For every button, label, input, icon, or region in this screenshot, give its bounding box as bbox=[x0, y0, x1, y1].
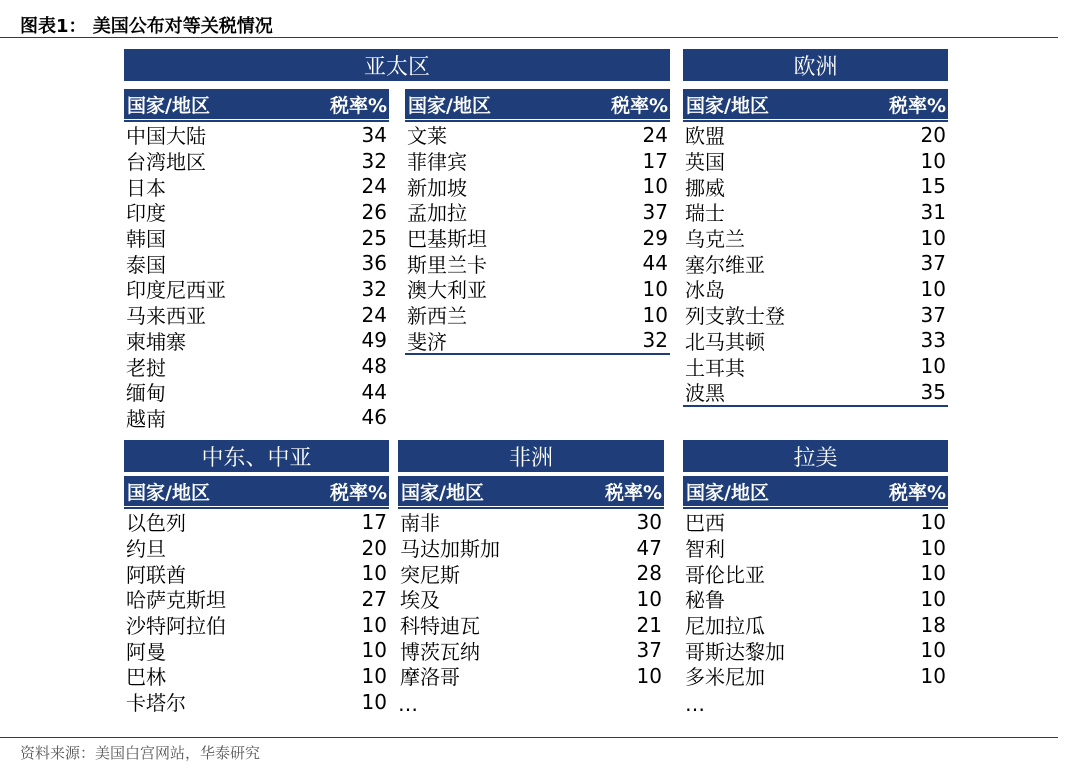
country-name: 哥伦比亚 bbox=[685, 562, 765, 587]
table-row bbox=[124, 353, 389, 379]
country-name: 科特迪瓦 bbox=[400, 614, 480, 639]
table-row bbox=[124, 405, 389, 431]
region-band-asia-pacific: 亚太区 bbox=[124, 49, 670, 81]
country-name: 马来西亚 bbox=[126, 304, 206, 329]
table-row bbox=[124, 509, 389, 535]
tariff-rate: 25 bbox=[361, 225, 387, 250]
tariff-rate: 48 bbox=[361, 354, 387, 379]
table-row bbox=[683, 148, 948, 174]
table-row bbox=[683, 225, 948, 251]
table-row bbox=[124, 302, 389, 328]
country-name: 斯里兰卡 bbox=[407, 252, 487, 277]
table-row bbox=[405, 199, 670, 225]
country-name: 英国 bbox=[685, 150, 725, 175]
tariff-rate: 10 bbox=[920, 148, 946, 173]
country-name: 阿联酋 bbox=[126, 562, 186, 587]
table-row bbox=[124, 148, 389, 174]
country-name: 中国大陆 bbox=[126, 124, 206, 149]
country-name: 摩洛哥 bbox=[400, 665, 460, 690]
header-country: 国家/地区 bbox=[127, 481, 210, 504]
table-header bbox=[124, 89, 389, 119]
header-country: 国家/地区 bbox=[686, 94, 769, 117]
header-country: 国家/地区 bbox=[127, 94, 210, 117]
tariff-rate: 10 bbox=[642, 276, 668, 301]
table-row bbox=[124, 535, 389, 561]
table-row bbox=[124, 328, 389, 354]
tariff-rate: 10 bbox=[361, 612, 387, 637]
table-row bbox=[683, 379, 948, 405]
country-name: 瑞士 bbox=[685, 201, 725, 226]
table-row bbox=[683, 199, 948, 225]
table-row bbox=[398, 560, 664, 586]
tariff-rate: 44 bbox=[642, 251, 668, 276]
tariff-rate: 47 bbox=[636, 535, 662, 560]
tariff-rate: 46 bbox=[361, 405, 387, 430]
latam-ellipsis: … bbox=[685, 692, 705, 716]
country-name: 约旦 bbox=[126, 537, 166, 562]
tariff-rate: 49 bbox=[361, 328, 387, 353]
country-name: 沙特阿拉伯 bbox=[126, 614, 226, 639]
region-band-latam: 拉美 bbox=[683, 440, 948, 472]
tariff-rate: 32 bbox=[361, 276, 387, 301]
table-row bbox=[683, 612, 948, 638]
tariff-rate: 10 bbox=[361, 638, 387, 663]
table-row bbox=[683, 560, 948, 586]
tariff-rate: 17 bbox=[642, 148, 668, 173]
tariff-rate: 37 bbox=[920, 302, 946, 327]
tariff-rate: 10 bbox=[920, 535, 946, 560]
tariff-rate: 20 bbox=[361, 535, 387, 560]
tariff-rate: 10 bbox=[920, 225, 946, 250]
header-country: 国家/地区 bbox=[686, 481, 769, 504]
table-latam bbox=[683, 476, 948, 689]
table-row bbox=[398, 586, 664, 612]
table-row bbox=[124, 199, 389, 225]
tariff-rate: 26 bbox=[361, 199, 387, 224]
region-band-africa: 非洲 bbox=[398, 440, 664, 472]
table-row bbox=[683, 276, 948, 302]
table-row bbox=[405, 276, 670, 302]
country-name: 韩国 bbox=[126, 227, 166, 252]
country-name: 哥斯达黎加 bbox=[685, 639, 785, 664]
country-name: 文莱 bbox=[407, 124, 447, 149]
tariff-rate: 35 bbox=[920, 379, 946, 404]
tariff-rate: 17 bbox=[361, 509, 387, 534]
header-rate: 税率% bbox=[329, 481, 387, 504]
tariff-rate: 10 bbox=[920, 561, 946, 586]
country-name: 日本 bbox=[126, 175, 166, 200]
table-africa bbox=[398, 476, 664, 689]
country-name: 孟加拉 bbox=[407, 201, 467, 226]
region-band-middle-east: 中东、中亚 bbox=[124, 440, 389, 472]
country-name: 新西兰 bbox=[407, 304, 467, 329]
table-row bbox=[683, 173, 948, 199]
country-name: 缅甸 bbox=[126, 381, 166, 406]
country-name: 欧盟 bbox=[685, 124, 725, 149]
country-name: 智利 bbox=[685, 537, 725, 562]
africa-ellipsis: … bbox=[398, 692, 418, 716]
country-name: 北马其顿 bbox=[685, 329, 765, 354]
source-note: 资料来源：美国白宫网站，华泰研究 bbox=[20, 744, 261, 762]
country-name: 泰国 bbox=[126, 252, 166, 277]
tariff-rate: 29 bbox=[642, 225, 668, 250]
country-name: 南非 bbox=[400, 511, 440, 536]
country-name: 印度尼西亚 bbox=[126, 278, 226, 303]
tariff-rate: 37 bbox=[636, 638, 662, 663]
header-rate: 税率% bbox=[888, 94, 946, 117]
table-row bbox=[398, 509, 664, 535]
country-name: 柬埔寨 bbox=[126, 329, 186, 354]
table-row bbox=[124, 225, 389, 251]
table-row bbox=[124, 276, 389, 302]
table-header bbox=[683, 89, 948, 119]
country-name: 台湾地区 bbox=[126, 150, 206, 175]
table-row bbox=[124, 379, 389, 405]
table-row bbox=[398, 663, 664, 689]
table-row bbox=[405, 148, 670, 174]
tariff-rate: 31 bbox=[920, 199, 946, 224]
country-name: 以色列 bbox=[126, 511, 186, 536]
table-row bbox=[124, 586, 389, 612]
table-row bbox=[124, 250, 389, 276]
tariff-rate: 10 bbox=[920, 276, 946, 301]
tariff-rate: 37 bbox=[920, 251, 946, 276]
table-asia-pacific-2 bbox=[405, 89, 670, 355]
tariff-rate: 10 bbox=[361, 689, 387, 714]
table-row bbox=[124, 637, 389, 663]
tariff-rate: 15 bbox=[920, 174, 946, 199]
table-row bbox=[124, 173, 389, 199]
table-row bbox=[124, 122, 389, 148]
country-name: 博茨瓦纳 bbox=[400, 639, 480, 664]
country-name: 挪威 bbox=[685, 175, 725, 200]
tariff-rate: 10 bbox=[920, 354, 946, 379]
country-name: 卡塔尔 bbox=[126, 691, 186, 716]
header-rate: 税率% bbox=[329, 94, 387, 117]
tariff-rate: 21 bbox=[636, 612, 662, 637]
table-row bbox=[683, 122, 948, 148]
tariff-rate: 10 bbox=[920, 663, 946, 688]
country-name: 老挝 bbox=[126, 355, 166, 380]
tariff-rate: 33 bbox=[920, 328, 946, 353]
tariff-rate: 44 bbox=[361, 379, 387, 404]
header-rate: 税率% bbox=[888, 481, 946, 504]
tariff-rate: 20 bbox=[920, 122, 946, 147]
country-name: 哈萨克斯坦 bbox=[126, 588, 226, 613]
tariff-rate: 18 bbox=[920, 612, 946, 637]
country-name: 冰岛 bbox=[685, 278, 725, 303]
country-name: 波黑 bbox=[685, 381, 725, 406]
country-name: 马达加斯加 bbox=[400, 537, 500, 562]
table-row bbox=[124, 663, 389, 689]
table-europe bbox=[683, 89, 948, 407]
tariff-rate: 10 bbox=[920, 638, 946, 663]
country-name: 巴西 bbox=[685, 511, 725, 536]
table-row bbox=[405, 250, 670, 276]
tariff-rate: 24 bbox=[642, 122, 668, 147]
table-row bbox=[124, 689, 389, 715]
table-row bbox=[398, 637, 664, 663]
tariff-rate: 10 bbox=[361, 663, 387, 688]
country-name: 多米尼加 bbox=[685, 665, 765, 690]
country-name: 列支敦士登 bbox=[685, 304, 785, 329]
table-row bbox=[683, 328, 948, 354]
country-name: 秘鲁 bbox=[685, 588, 725, 613]
table-row bbox=[683, 586, 948, 612]
country-name: 突尼斯 bbox=[400, 562, 460, 587]
country-name: 斐济 bbox=[407, 329, 447, 354]
country-name: 新加坡 bbox=[407, 175, 467, 200]
tariff-rate: 27 bbox=[361, 586, 387, 611]
table-row bbox=[683, 535, 948, 561]
country-name: 埃及 bbox=[400, 588, 440, 613]
table-row bbox=[405, 173, 670, 199]
tariff-rate: 10 bbox=[636, 586, 662, 611]
top-rule bbox=[0, 37, 1058, 38]
tariff-rate: 36 bbox=[361, 251, 387, 276]
table-row bbox=[398, 535, 664, 561]
tariff-rate: 37 bbox=[642, 199, 668, 224]
table-row bbox=[683, 353, 948, 379]
table-row bbox=[683, 637, 948, 663]
tariff-rate: 24 bbox=[361, 174, 387, 199]
country-name: 菲律宾 bbox=[407, 150, 467, 175]
tariff-rate: 10 bbox=[920, 509, 946, 534]
tariff-rate: 10 bbox=[642, 174, 668, 199]
table-row bbox=[398, 612, 664, 638]
table-header bbox=[124, 476, 389, 506]
tariff-rate: 28 bbox=[636, 561, 662, 586]
country-name: 澳大利亚 bbox=[407, 278, 487, 303]
bottom-rule bbox=[0, 737, 1058, 738]
country-name: 土耳其 bbox=[685, 355, 745, 380]
header-country: 国家/地区 bbox=[401, 481, 484, 504]
region-band-europe: 欧洲 bbox=[683, 49, 948, 81]
tariff-rate: 10 bbox=[920, 586, 946, 611]
table-row bbox=[683, 509, 948, 535]
tariff-rate: 34 bbox=[361, 122, 387, 147]
table-header bbox=[683, 476, 948, 506]
tariff-rate: 32 bbox=[361, 148, 387, 173]
tariff-rate: 30 bbox=[636, 509, 662, 534]
country-name: 越南 bbox=[126, 406, 166, 431]
table-row bbox=[683, 302, 948, 328]
table-row bbox=[683, 663, 948, 689]
table-row bbox=[683, 250, 948, 276]
table-header bbox=[405, 89, 670, 119]
table-row bbox=[405, 225, 670, 251]
tariff-rate: 10 bbox=[636, 663, 662, 688]
table-middle-east bbox=[124, 476, 389, 715]
country-name: 塞尔维亚 bbox=[685, 252, 765, 277]
table-header bbox=[398, 476, 664, 506]
header-country: 国家/地区 bbox=[408, 94, 491, 117]
tariff-rate: 24 bbox=[361, 302, 387, 327]
country-name: 巴林 bbox=[126, 665, 166, 690]
table-row bbox=[124, 560, 389, 586]
header-rate: 税率% bbox=[610, 94, 668, 117]
country-name: 尼加拉瓜 bbox=[685, 614, 765, 639]
table-row bbox=[405, 328, 670, 354]
figure-title: 图表1： 美国公布对等关税情况 bbox=[20, 16, 273, 37]
header-rate: 税率% bbox=[604, 481, 662, 504]
table-asia-pacific-1 bbox=[124, 89, 389, 430]
country-name: 阿曼 bbox=[126, 639, 166, 664]
table-row bbox=[405, 302, 670, 328]
table-row bbox=[405, 122, 670, 148]
tariff-rate: 10 bbox=[642, 302, 668, 327]
country-name: 巴基斯坦 bbox=[407, 227, 487, 252]
country-name: 乌克兰 bbox=[685, 227, 745, 252]
tariff-rate: 10 bbox=[361, 561, 387, 586]
country-name: 印度 bbox=[126, 201, 166, 226]
table-row bbox=[124, 612, 389, 638]
tariff-rate: 32 bbox=[642, 328, 668, 353]
